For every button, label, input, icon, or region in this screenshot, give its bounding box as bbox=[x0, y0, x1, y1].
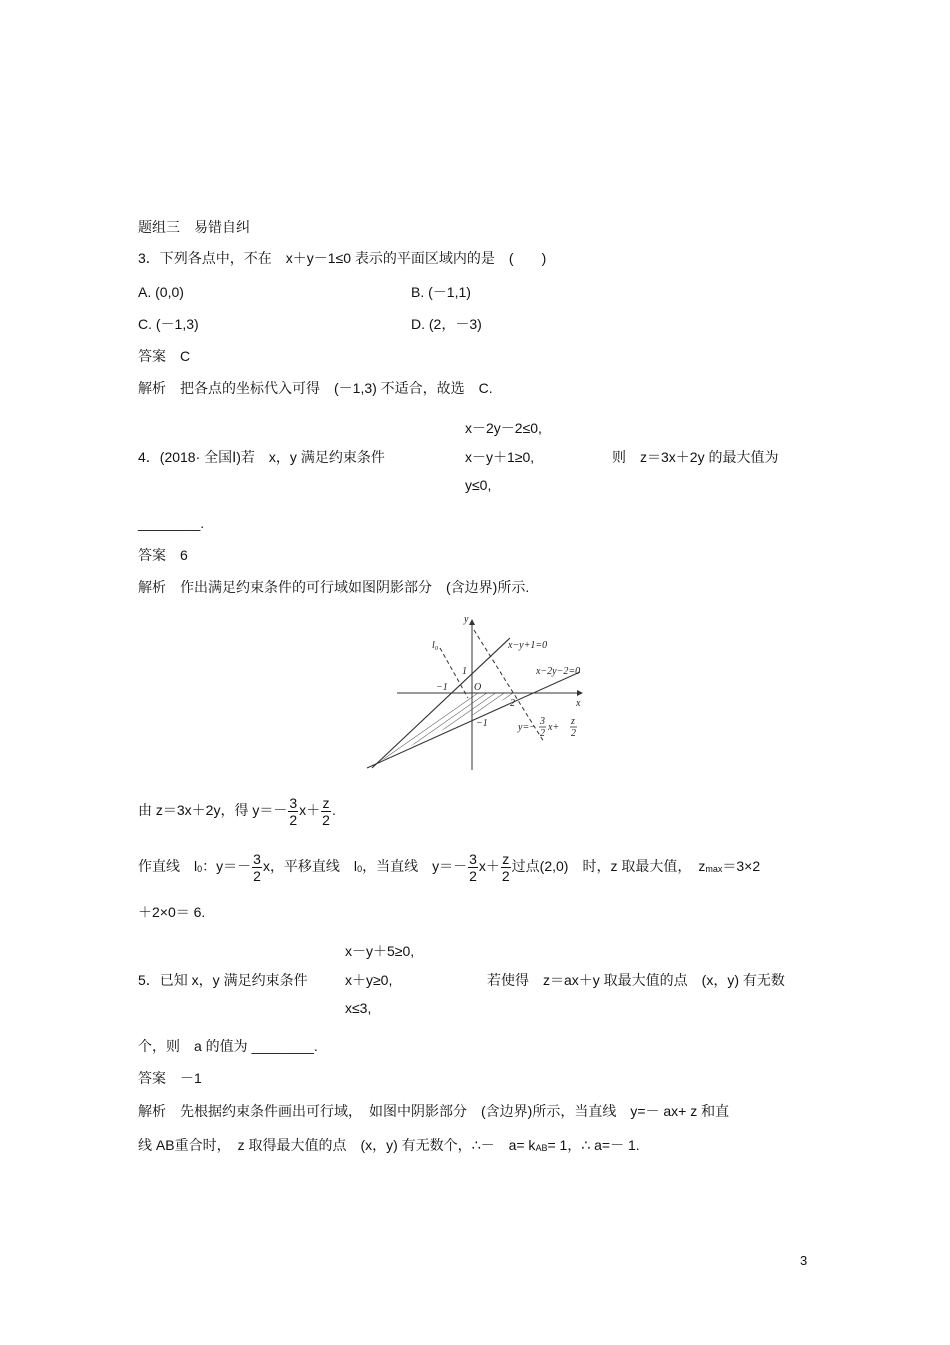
q3-option-a: A. (0,0) bbox=[138, 284, 184, 300]
shaded-region bbox=[376, 693, 517, 763]
q4-stem-left: 4．(2018· 全国Ⅰ)若 x，y 满足约束条件 bbox=[138, 449, 385, 465]
q4-analysis: 解析 作出满足约束条件的可行域如图阴影部分 (含边界)所示. bbox=[138, 579, 530, 595]
q4-solution-line-3: ＋2×0＝ 6. bbox=[138, 904, 206, 920]
q3-option-b: B. (－1,1) bbox=[411, 284, 471, 300]
q4-constraint-3: y≤0, bbox=[465, 477, 492, 493]
label-objective-mid: x+ bbox=[548, 722, 560, 733]
label-y-axis: y bbox=[464, 614, 469, 625]
q3-answer: 答案 C bbox=[138, 348, 191, 364]
label-objective-prefix: y=− bbox=[518, 722, 536, 733]
q5-answer: 答案 －1 bbox=[138, 1070, 202, 1086]
label-tick-1: 1 bbox=[462, 666, 467, 677]
q5-stem-right: 若使得 z＝ax＋y 取最大值的点 (x，y) 有无数 bbox=[487, 972, 785, 988]
q5-constraint-3: x≤3, bbox=[345, 1000, 372, 1016]
label-objective-num1: 3 bbox=[540, 716, 545, 727]
q4-answer: 答案 6 bbox=[138, 547, 188, 563]
q3-option-c: C. (－1,3) bbox=[138, 316, 199, 332]
q4-constraint-1: x－2y－2≤0, bbox=[465, 420, 542, 436]
label-tick-2: 2 bbox=[510, 698, 515, 709]
group-title: 题组三 易错自纠 bbox=[138, 219, 250, 235]
label-tick-neg1-y: −1 bbox=[476, 718, 488, 729]
q4-solution-line-1: 由 z＝3x＋2y，得 y＝－ $\frac{3}{2}$ x＋ $\frac{z}{2}$ . bbox=[138, 794, 336, 828]
feasible-region-graph bbox=[352, 610, 592, 778]
label-line1: x−y+1=0 bbox=[508, 640, 548, 651]
label-x-axis: x bbox=[576, 698, 581, 709]
q3-option-d: D. (2，－3) bbox=[411, 316, 482, 332]
q4-constraint-2: x－y＋1≥0, bbox=[465, 449, 535, 465]
q5-analysis-line-2: 线 AB重合时， z 取得最大值的点 (x，y) 有无数个，∴－ a= kAB= 1，∴ a=－ 1. bbox=[138, 1137, 640, 1153]
label-objective-den1: 2 bbox=[540, 728, 545, 739]
q5-analysis-line-1: 解析 先根据约束条件画出可行域， 如图中阴影部分 (含边界)所示，当直线 y=－ ax+ z 和直 bbox=[138, 1103, 730, 1119]
label-origin: O bbox=[474, 682, 482, 693]
label-objective-num2: z bbox=[571, 716, 575, 727]
q5-stem-left: 5．已知 x，y 满足约束条件 bbox=[138, 972, 308, 988]
q5-stem-line-2: 个，则 a 的值为 ________. bbox=[138, 1038, 318, 1054]
q4-blank: ________. bbox=[138, 515, 205, 531]
feasible-region-figure bbox=[352, 610, 592, 778]
q5-constraint-1: x－y＋5≥0, bbox=[345, 943, 415, 959]
q5-constraint-2: x＋y≥0, bbox=[345, 972, 393, 988]
label-l0: l₀ bbox=[432, 640, 439, 651]
page-number: 3 bbox=[800, 1253, 808, 1268]
q3-stem: 3．下列各点中，不在 x＋y－1≤0 表示的平面区域内的是 ( ) bbox=[138, 250, 547, 266]
q4-stem-right: 则 z＝3x＋2y 的最大值为 bbox=[612, 449, 779, 465]
label-tick-neg1-x: −1 bbox=[436, 682, 448, 693]
q3-analysis: 解析 把各点的坐标代入可得 (－1,3) 不适合，故选 C. bbox=[138, 380, 493, 396]
q4-solution-line-2: 作直线 l0：y＝－ $\frac{3}{2}$ x，平移直线 l0，当直线 y＝－ $\frac{3}{2}$ x＋ $\frac{z}{2}$ 过点(2,0) 时，z 取最大值， zmax＝3×2 bbox=[138, 850, 761, 884]
label-objective-den2: 2 bbox=[571, 728, 576, 739]
label-line2: x−2y−2=0 bbox=[536, 666, 581, 677]
